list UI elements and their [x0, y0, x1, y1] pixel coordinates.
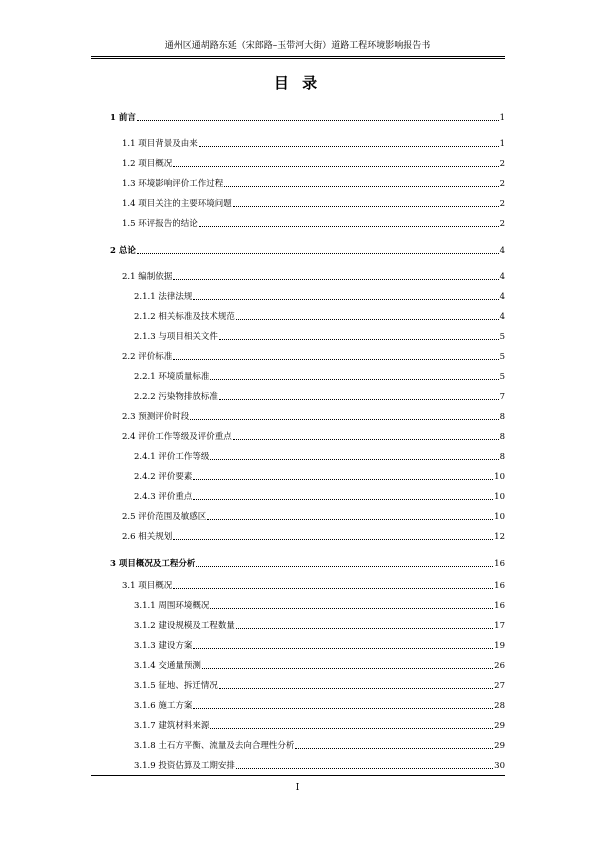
- toc-entry-page: 2: [499, 219, 505, 229]
- toc-entry-label: 3.1 项目概况: [122, 581, 173, 591]
- toc-dot-leader: [233, 205, 499, 207]
- toc-dot-leader: [295, 747, 493, 749]
- toc-entry-page: 29: [494, 721, 505, 731]
- toc-entry-page: 4: [499, 272, 505, 282]
- toc-entry-label: 2 总论: [110, 246, 136, 256]
- toc-entry[interactable]: [122, 529, 505, 543]
- toc-entry[interactable]: [122, 196, 505, 210]
- toc-entry-page: 30: [494, 761, 505, 771]
- toc-entry-label: 3.1.9 投资估算及工期安排: [134, 761, 235, 771]
- toc-entry-page: 10: [494, 472, 505, 482]
- toc-entry-label: 2.2 评价标准: [122, 352, 173, 362]
- toc-entry[interactable]: [134, 738, 505, 752]
- toc-dot-leader: [193, 478, 493, 480]
- toc-dot-leader: [193, 298, 498, 300]
- toc-entry[interactable]: [134, 289, 505, 303]
- toc-entry-page: 12: [494, 532, 505, 542]
- toc-entry[interactable]: [110, 556, 505, 570]
- toc-entry[interactable]: [134, 618, 505, 632]
- header-rule: [91, 56, 505, 59]
- toc-entry[interactable]: [122, 578, 505, 592]
- toc-entry[interactable]: [134, 369, 505, 383]
- toc-dot-leader: [173, 358, 498, 360]
- toc-entry-page: 16: [494, 601, 505, 611]
- toc-dot-leader: [207, 518, 493, 520]
- toc-entry-label: 2.2.2 污染物排放标准: [134, 392, 218, 402]
- toc-dot-leader: [137, 252, 499, 254]
- toc-entry-page: 10: [494, 492, 505, 502]
- toc-dot-leader: [210, 607, 493, 609]
- toc-entry[interactable]: [122, 136, 505, 150]
- toc-dot-leader: [173, 165, 498, 167]
- toc-entry[interactable]: [110, 243, 505, 257]
- toc-entry[interactable]: [134, 329, 505, 343]
- toc-dot-leader: [193, 498, 493, 500]
- footer-rule: [91, 775, 505, 776]
- toc-entry-label: 2.1 编制依据: [122, 272, 173, 282]
- toc-entry[interactable]: [134, 598, 505, 612]
- toc-dot-leader: [173, 587, 493, 589]
- toc-entry[interactable]: [122, 176, 505, 190]
- toc-dot-leader: [224, 185, 498, 187]
- toc-entry-page: 19: [494, 641, 505, 651]
- toc-entry[interactable]: [134, 758, 505, 772]
- toc-entry[interactable]: [134, 658, 505, 672]
- toc-entry-page: 17: [494, 621, 505, 631]
- toc-dot-leader: [193, 647, 493, 649]
- toc-entry-label: 1.2 项目概况: [122, 159, 173, 169]
- toc-entry-page: 27: [494, 681, 505, 691]
- toc-entry[interactable]: [134, 678, 505, 692]
- toc-entry-page: 8: [499, 432, 505, 442]
- toc-dot-leader: [210, 458, 498, 460]
- toc-entry-page: 2: [499, 199, 505, 209]
- toc-entry-page: 5: [499, 332, 505, 342]
- toc-entry-label: 3.1.5 征地、拆迁情况: [134, 681, 218, 691]
- toc-entry-page: 1: [499, 113, 505, 123]
- toc-dot-leader: [219, 398, 499, 400]
- toc-entry-label: 3.1.3 建设方案: [134, 641, 193, 651]
- toc-dot-leader: [193, 707, 493, 709]
- toc-entry[interactable]: [134, 389, 505, 403]
- toc-entry[interactable]: [134, 638, 505, 652]
- toc-entry-label: 2.2.1 环境质量标准: [134, 372, 210, 382]
- toc-entry-label: 2.4.2 评价要素: [134, 472, 193, 482]
- toc-entry-label: 3.1.8 土石方平衡、流量及去向合理性分析: [134, 741, 295, 751]
- toc-entry-page: 16: [494, 559, 505, 569]
- toc-entry-label: 2.4.3 评价重点: [134, 492, 193, 502]
- toc-entry[interactable]: [122, 509, 505, 523]
- page-number: I: [295, 783, 300, 793]
- toc-entry[interactable]: [122, 409, 505, 423]
- toc-entry[interactable]: [122, 269, 505, 283]
- toc-entry-label: 3.1.7 建筑材料来源: [134, 721, 210, 731]
- toc-entry[interactable]: [122, 349, 505, 363]
- toc-entry-page: 1: [499, 139, 505, 149]
- toc-entry-page: 4: [499, 292, 505, 302]
- toc-entry-label: 1 前言: [110, 113, 136, 123]
- toc-entry-page: 5: [499, 372, 505, 382]
- toc-entry[interactable]: [134, 469, 505, 483]
- toc-entry[interactable]: [134, 449, 505, 463]
- toc-entry-label: 2.1.3 与项目相关文件: [134, 332, 218, 342]
- toc-dot-leader: [137, 119, 499, 121]
- toc-entry-label: 1.5 环评报告的结论: [122, 219, 198, 229]
- toc-heading: 目 录: [273, 74, 322, 92]
- toc-entry-page: 10: [494, 512, 505, 522]
- toc-entry-label: 2.3 预测评价时段: [122, 412, 190, 422]
- toc-entry[interactable]: [110, 110, 505, 124]
- toc-entry-page: 5: [499, 352, 505, 362]
- toc-entry[interactable]: [134, 698, 505, 712]
- toc-entry-label: 2.4 评价工作等级及评价重点: [122, 432, 232, 442]
- toc-dot-leader: [173, 278, 498, 280]
- toc-entry-page: 26: [494, 661, 505, 671]
- toc-dot-leader: [210, 727, 493, 729]
- toc-entry-page: 2: [499, 179, 505, 189]
- toc-entry[interactable]: [134, 309, 505, 323]
- toc-entry-page: 8: [499, 412, 505, 422]
- toc-entry[interactable]: [122, 156, 505, 170]
- toc-entry-page: 4: [499, 246, 505, 256]
- toc-dot-leader: [202, 667, 493, 669]
- toc-dot-leader: [190, 418, 498, 420]
- toc-entry-page: 16: [494, 581, 505, 591]
- toc-dot-leader: [236, 767, 493, 769]
- toc-dot-leader: [210, 378, 498, 380]
- toc-entry-page: 8: [499, 452, 505, 462]
- toc-dot-leader: [199, 145, 499, 147]
- toc-dot-leader: [233, 438, 499, 440]
- toc-dot-leader: [199, 225, 499, 227]
- toc-dot-leader: [173, 538, 493, 540]
- toc-entry-label: 3 项目概况及工程分析: [110, 559, 196, 569]
- toc-entry-label: 1.3 环境影响评价工作过程: [122, 179, 224, 189]
- toc-entry-page: 2: [499, 159, 505, 169]
- toc-dot-leader: [236, 627, 493, 629]
- toc-dot-leader: [236, 318, 499, 320]
- toc-entry-label: 3.1.1 周围环境概况: [134, 601, 210, 611]
- toc-entry-label: 2.4.1 评价工作等级: [134, 452, 210, 462]
- toc-entry-label: 3.1.2 建设规模及工程数量: [134, 621, 235, 631]
- toc-entry-label: 2.6 相关规划: [122, 532, 173, 542]
- toc-entry-page: 28: [494, 701, 505, 711]
- toc-entry-page: 4: [499, 312, 505, 322]
- toc-dot-leader: [219, 338, 499, 340]
- toc-dot-leader: [219, 687, 493, 689]
- toc-entry-label: 2.1.1 法律法规: [134, 292, 193, 302]
- toc-entry-label: 3.1.4 交通量预测: [134, 661, 201, 671]
- page-header-title: 通州区通胡路东延（宋郎路–玉带河大街）道路工程环境影响报告书: [164, 41, 431, 51]
- toc-entry[interactable]: [122, 216, 505, 230]
- toc-entry-page: 7: [499, 392, 505, 402]
- toc-entry-label: 2.5 评价范围及敏感区: [122, 512, 207, 522]
- toc-entry-page: 29: [494, 741, 505, 751]
- toc-entry-label: 2.1.2 相关标准及技术规范: [134, 312, 235, 322]
- toc-entry[interactable]: [134, 718, 505, 732]
- toc-entry[interactable]: [134, 489, 505, 503]
- toc-entry-label: 1.4 项目关注的主要环境问题: [122, 199, 232, 209]
- toc-dot-leader: [196, 565, 493, 567]
- toc-entry[interactable]: [122, 429, 505, 443]
- toc-entry-label: 3.1.6 施工方案: [134, 701, 193, 711]
- toc-entry-label: 1.1 项目背景及由来: [122, 139, 198, 149]
